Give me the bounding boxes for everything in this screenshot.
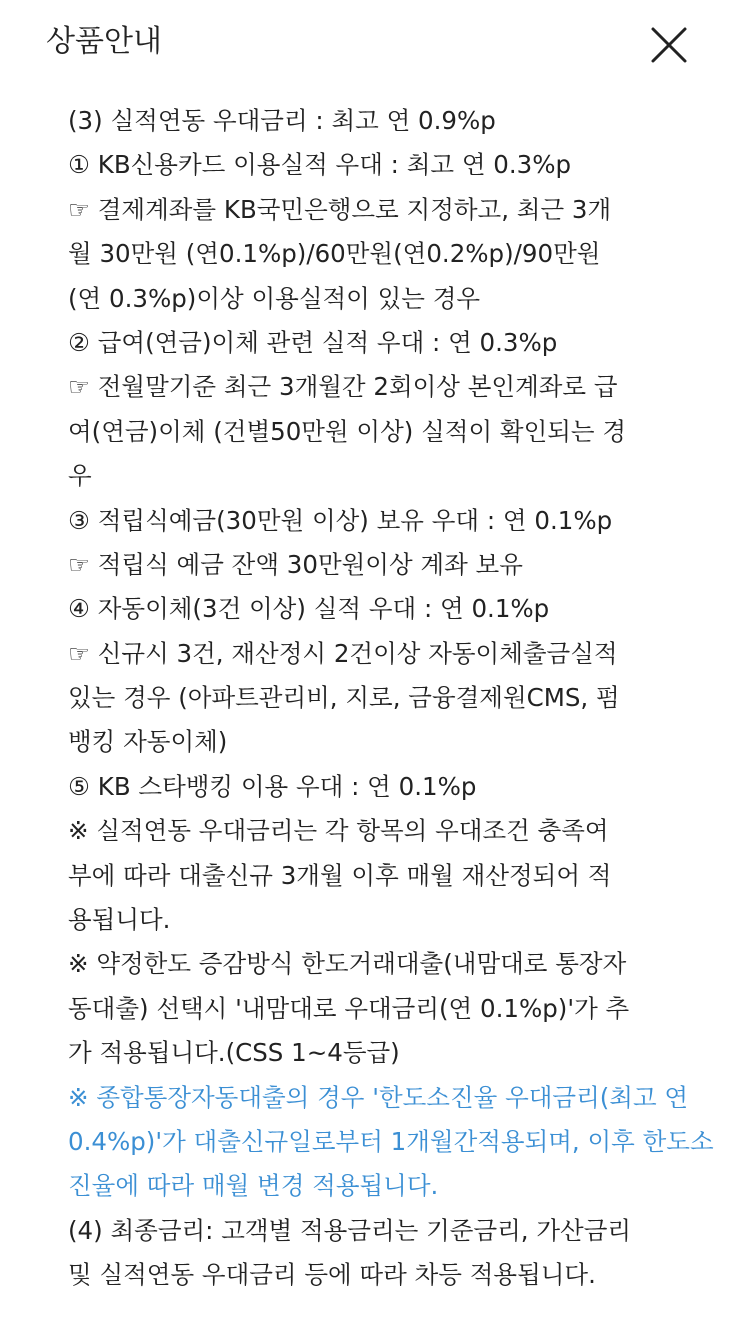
text-line: 및 실적연동 우대금리 등에 따라 차등 적용됩니다. bbox=[68, 1260, 596, 1290]
text-line: ☞ 신규시 3건, 재산정시 2건이상 자동이체출금실적 bbox=[68, 638, 618, 668]
text-line: ① KB신용카드 이용실적 우대 : 최고 연 0.3%p bbox=[68, 150, 572, 180]
text-line: ④ 자동이체(3건 이상) 실적 우대 : 연 0.1%p bbox=[68, 594, 550, 624]
text-line: 뱅킹 자동이체) bbox=[68, 727, 228, 757]
modal-header bbox=[0, 0, 743, 90]
text-line: 월 30만원 (연0.1%p)/60만원(연0.2%p)/90만원 bbox=[68, 239, 601, 269]
text-line: ☞ 결제계좌를 KB국민은행으로 지정하고, 최근 3개 bbox=[68, 194, 612, 224]
text-line: ③ 적립식예금(30만원 이상) 보유 우대 : 연 0.1%p bbox=[68, 505, 613, 535]
text-line: (연 0.3%p)이상 이용실적이 있는 경우 bbox=[68, 283, 481, 313]
text-line: ☞ 적립식 예금 잔액 30만원이상 계좌 보유 bbox=[68, 549, 523, 579]
text-line: 부에 따라 대출신규 3개월 이후 매월 재산정되어 적 bbox=[68, 860, 612, 890]
text-line: ☞ 전월말기준 최근 3개월간 2회이상 본인계좌로 급 bbox=[68, 372, 618, 402]
highlight-text-line: 진율에 따라 매월 변경 적용됩니다. bbox=[68, 1171, 439, 1201]
text-line: 동대출) 선택시 '내맘대로 우대금리(연 0.1%p)'가 추 bbox=[68, 993, 630, 1023]
text-line: ② 급여(연금)이체 관련 실적 우대 : 연 0.3%p bbox=[68, 327, 558, 357]
page-title: 상품안내 bbox=[46, 24, 162, 59]
text-line: 여(연금)이체 (건별50만원 이상) 실적이 확인되는 경 bbox=[68, 416, 627, 446]
highlight-text-line: 0.4%p)'가 대출신규일로부터 1개월간적용되며, 이후 한도소 bbox=[68, 1126, 714, 1156]
text-line: ※ 실적연동 우대금리는 각 항목의 우대조건 충족여 bbox=[68, 816, 609, 846]
text-line: 우 bbox=[68, 461, 92, 491]
text-line: 있는 경우 (아파트관리비, 지로, 금융결제원CMS, 펌 bbox=[68, 683, 620, 713]
close-icon bbox=[648, 24, 690, 66]
text-line: 용됩니다. bbox=[68, 905, 171, 935]
text-line: (4) 최종금리: 고객별 적용금리는 기준금리, 가산금리 bbox=[68, 1215, 632, 1245]
text-line: ⑤ KB 스타뱅킹 이용 우대 : 연 0.1%p bbox=[68, 771, 477, 801]
close-button[interactable] bbox=[648, 24, 690, 66]
text-line: 가 적용됩니다.(CSS 1~4등급) bbox=[68, 1038, 400, 1068]
text-line: ※ 약정한도 증감방식 한도거래대출(내맘대로 통장자 bbox=[68, 949, 627, 979]
product-info-content bbox=[68, 99, 714, 1298]
text-line: (3) 실적연동 우대금리 : 최고 연 0.9%p bbox=[68, 106, 496, 135]
highlight-text-line: ※ 종합통장자동대출의 경우 '한도소진율 우대금리(최고 연 bbox=[68, 1082, 689, 1112]
